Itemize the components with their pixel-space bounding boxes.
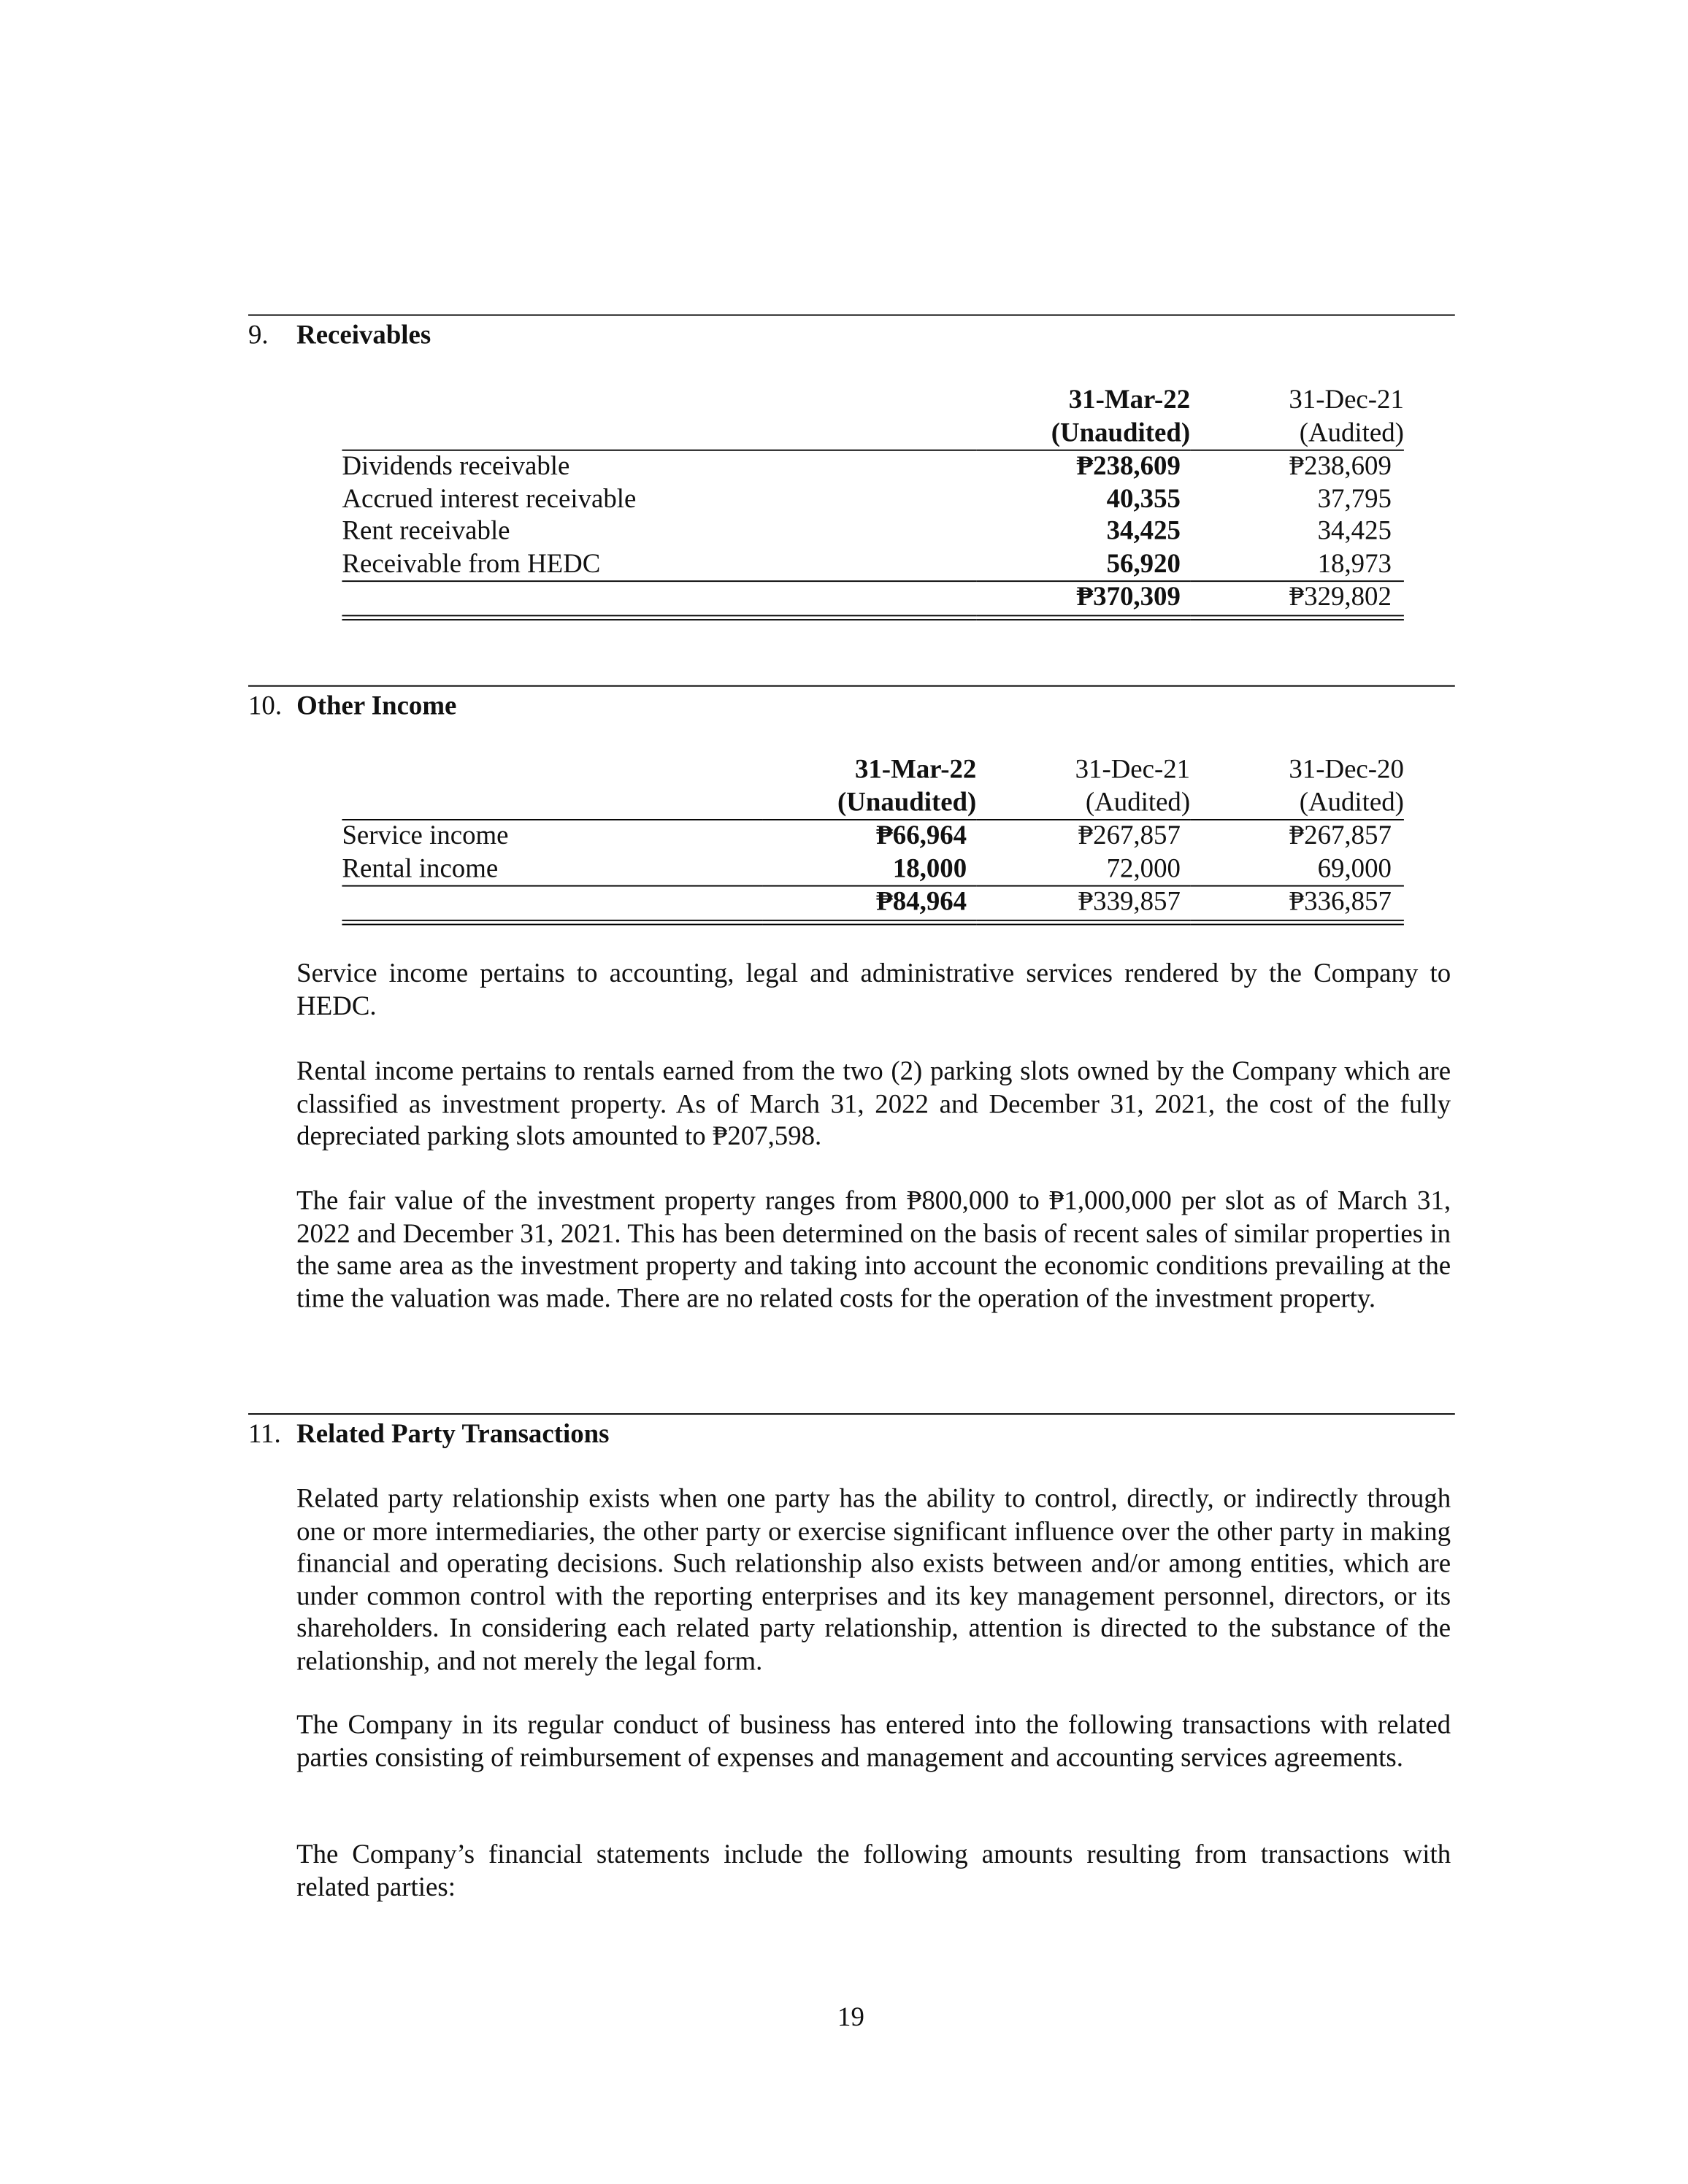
total-cell: ₱339,857 [976, 886, 1190, 922]
receivables-table [342, 385, 1403, 620]
cell: 72,000 [976, 853, 1190, 885]
cell: 40,355 [1106, 484, 1181, 514]
row-label: Rent receivable [342, 517, 510, 547]
cell: ₱66,964 [876, 821, 967, 851]
cell: ₱267,857 [1078, 821, 1181, 851]
cell: ₱238,609 [1289, 452, 1392, 482]
column-header: 31-Dec-21 [1289, 385, 1404, 415]
cell: 69,000 [1190, 853, 1404, 885]
column-header: 31-Mar-22 [854, 755, 977, 785]
total-cell: ₱84,964 [763, 886, 977, 922]
paragraph-related-party-definition: Related party relationship exists when one party has the ability to control, directly, or indirectly through one or more intermediaries, the other party or exercise significant influence over the other party in making financial and operating decisions. Such relationship also exists between and/or among entities, which are under common control with the reporting enterprises and its key management personnel, directors, or its shareholders. In considering each related party relationship, attention is directed to the substance of the relationship, and not merely the legal form. [296, 1485, 1451, 1676]
paragraph-service-income: Service income pertains to accounting, legal and administrative services rendered by the Company to HEDC. [296, 959, 1451, 1021]
column-header: 31-Dec-20 [1289, 755, 1404, 785]
paragraph-fair-value: The fair value of the investment property ranges from ₱800,000 to ₱1,000,000 per slot as of March 31, 2022 and December 31, 2021. This has been determined on the basis of recent sales of similar properties in the same area as the investment property and taking into account the economic conditions prevailing at the time the valuation was made. There are no related costs for the operation of the investment property. [296, 1187, 1451, 1314]
paragraph-related-party-transactions: The Company in its regular conduct of business has entered into the following transactions with related parties consisting of reimbursement of expenses and management and accounting services agreements. [296, 1711, 1451, 1773]
table-row [342, 548, 1403, 581]
total-cell: ₱336,857 [1190, 886, 1404, 922]
table-row [342, 853, 1403, 885]
table-row [342, 820, 1403, 853]
total-row [342, 886, 1403, 922]
column-subheader: (Unaudited) [976, 417, 1190, 450]
cell: 18,000 [763, 853, 977, 885]
section-heading-related-party [248, 1419, 609, 1451]
row-label: Service income [342, 821, 509, 851]
cell: ₱238,609 [1076, 452, 1181, 482]
paragraph-rental-income: Rental income pertains to rentals earned from the two (2) parking slots owned by the Company which are classified as investment property. As of March 31, 2022 and December 31, 2021, the cost of the fully depreciated parking slots amounted to ₱207,598. [296, 1057, 1451, 1152]
section-number: 11. [248, 1420, 281, 1450]
cell: 18,973 [1190, 548, 1404, 581]
page-number: 19 [837, 2003, 864, 2033]
section-title: Related Party Transactions [296, 1420, 610, 1450]
cell: 56,920 [976, 548, 1190, 581]
section-title: Receivables [296, 321, 431, 350]
other-income-table [342, 754, 1403, 924]
column-header: 31-Mar-22 [1068, 385, 1191, 415]
row-label: Rental income [342, 853, 762, 885]
table-row [342, 515, 1403, 547]
section-title: Other Income [296, 692, 457, 721]
table-row [342, 483, 1403, 515]
section-divider [248, 685, 1455, 687]
row-label: Receivable from HEDC [342, 548, 976, 581]
section-heading-receivables [248, 320, 431, 352]
column-header: 31-Dec-21 [1075, 755, 1191, 785]
total-cell: ₱329,802 [1190, 581, 1404, 617]
section-number: 10. [248, 692, 283, 721]
row-label: Dividends receivable [342, 452, 570, 482]
column-subheader: (Audited) [1190, 417, 1404, 450]
section-heading-other-income [248, 691, 456, 723]
cell: 37,795 [1317, 484, 1392, 514]
column-subheader: (Audited) [1190, 787, 1404, 820]
paragraph-related-party-amounts: The Company’s financial statements include the following amounts resulting from transactions with related parties: [296, 1840, 1451, 1902]
section-divider [248, 315, 1455, 316]
cell: 34,425 [1317, 517, 1392, 547]
row-label: Accrued interest receivable [342, 484, 637, 514]
cell: 34,425 [1106, 517, 1181, 547]
section-divider [248, 1413, 1455, 1415]
cell: ₱267,857 [1289, 821, 1392, 851]
section-number: 9. [248, 321, 269, 350]
column-subheader: (Audited) [976, 787, 1190, 820]
table-row [342, 450, 1403, 483]
total-row [342, 581, 1403, 617]
total-cell: ₱370,309 [976, 581, 1190, 617]
column-subheader: (Unaudited) [763, 787, 977, 820]
